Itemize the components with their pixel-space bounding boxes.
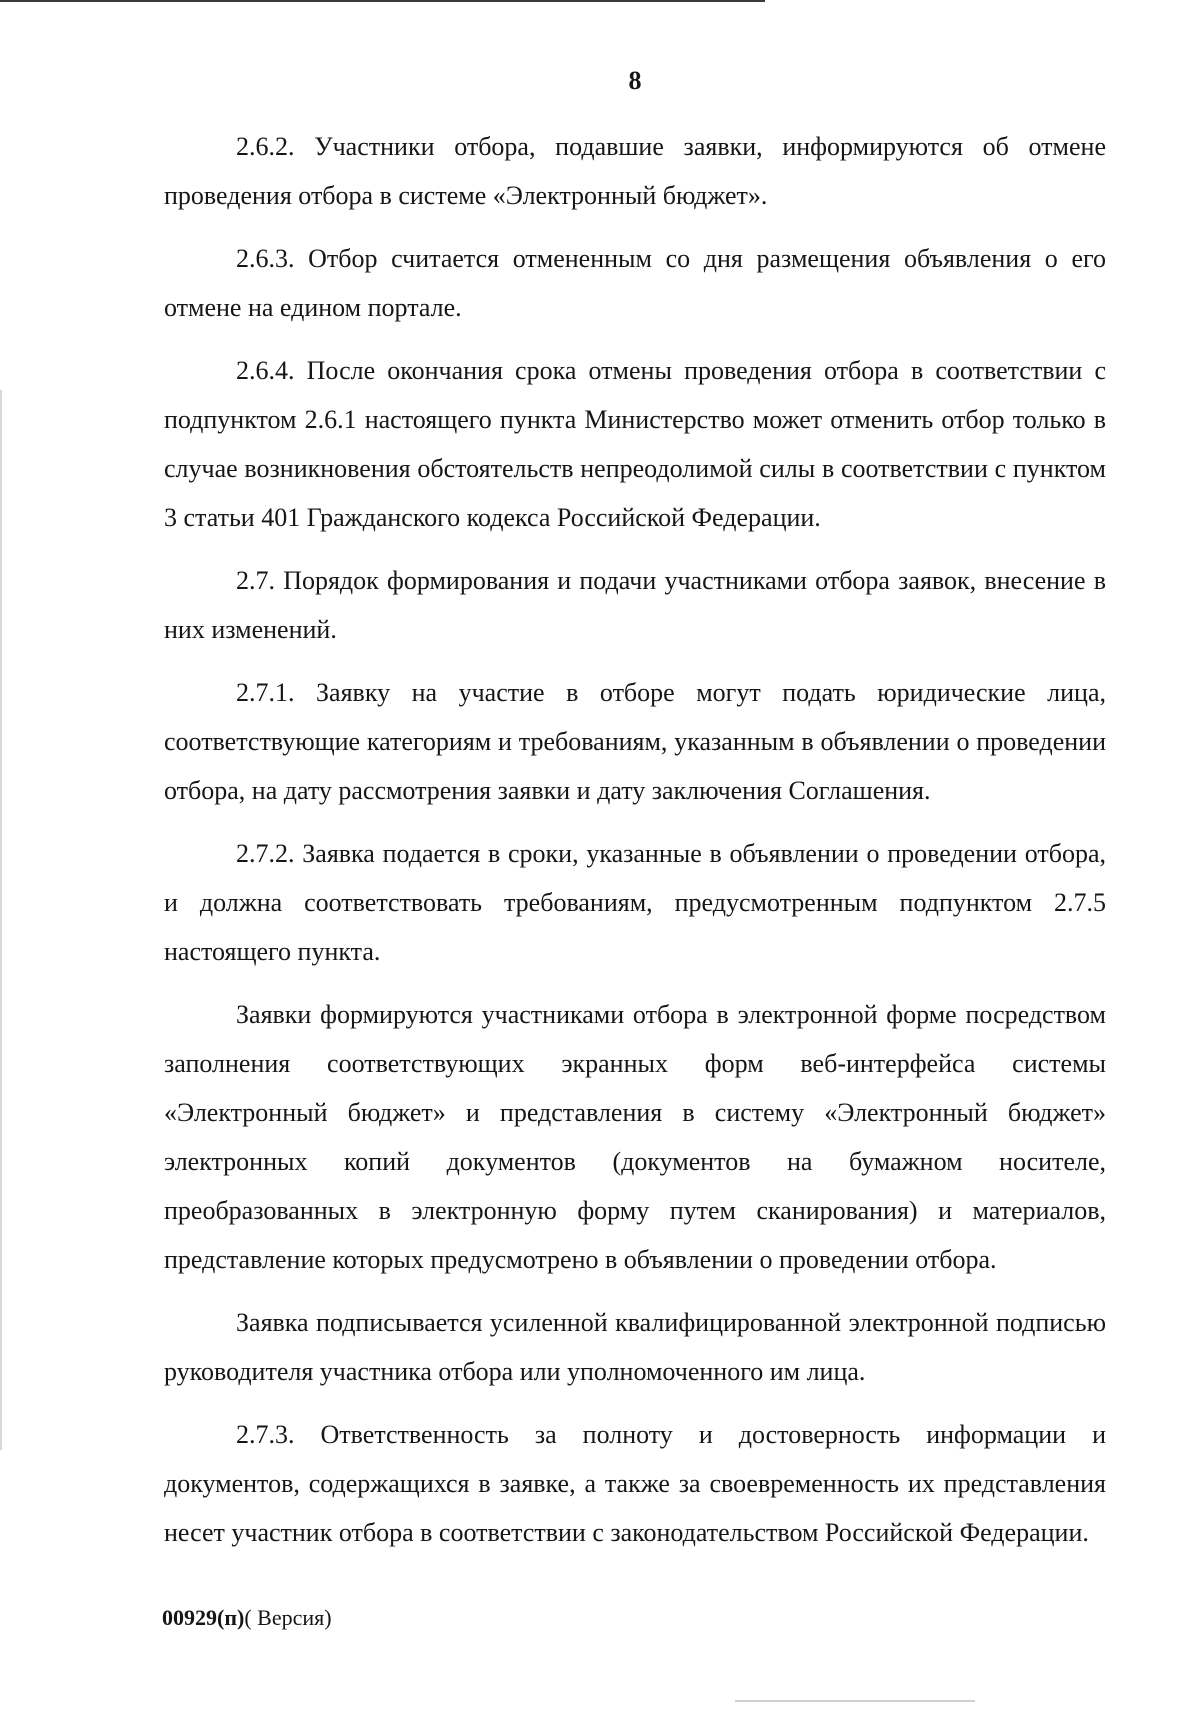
document-version: ( Версия) — [244, 1605, 332, 1630]
paragraph-applications-formed: Заявки формируются участниками отбора в электронной форме посредством заполнения соответствующих экранных форм веб-интерфейса системы «Электронный бюджет» и представления в систему «Электронный бюджет» электронных копий документов (документов на бумажном носителе, преобразованных в электронную форму путем сканирования) и материалов, представление которых предусмотрено в объявлении о проведении отбора. — [164, 1000, 1106, 1274]
paragraph-application-signed: Заявка подписывается усиленной квалифицированной электронной подписью руководителя участника отбора или уполномоченного им лица. — [164, 1308, 1106, 1386]
top-border-line — [0, 0, 765, 2]
bottom-border-line — [735, 1700, 975, 1702]
paragraph-2-7-2: 2.7.2. Заявка подается в сроки, указанные в объявлении о проведении отбора, и должна соответствовать требованиям, предусмотренным подпунктом 2.7.5 настоящего пункта. — [164, 839, 1106, 966]
document-footer — [162, 1604, 332, 1632]
document-code: 00929(п) — [162, 1605, 245, 1630]
paragraph-2-7-1: 2.7.1. Заявку на участие в отборе могут подать юридические лица, соответствующие категориям и требованиям, указанным в объявлении о проведении отбора, на дату рассмотрения заявки и дату заключения Соглашения. — [164, 678, 1106, 805]
paragraph-2-6-3: 2.6.3. Отбор считается отмененным со дня размещения объявления о его отмене на едином портале. — [164, 244, 1106, 322]
paragraph-2-6-4: 2.6.4. После окончания срока отмены проведения отбора в соответствии с подпунктом 2.6.1 настоящего пункта Министерство может отменить отбор только в случае возникновения обстоятельств непреодолимой силы в соответствии с пунктом 3 статьи 401 Гражданского кодекса Российской Федерации. — [164, 356, 1106, 532]
page-number: 8 — [628, 66, 642, 95]
paragraph-2-7-3: 2.7.3. Ответственность за полноту и достоверность информации и документов, содержащихся в заявке, а также за своевременность их представления несет участник отбора в соответствии с законодательством Российской Федерации. — [164, 1420, 1106, 1547]
scan-left-edge — [0, 390, 2, 1450]
paragraph-2-6-2: 2.6.2. Участники отбора, подавшие заявки, информируются об отмене проведения отбора в системе «Электронный бюджет». — [164, 132, 1106, 210]
paragraph-2-7: 2.7. Порядок формирования и подачи участниками отбора заявок, внесение в них изменений. — [164, 566, 1106, 644]
document-body — [164, 122, 1106, 1571]
